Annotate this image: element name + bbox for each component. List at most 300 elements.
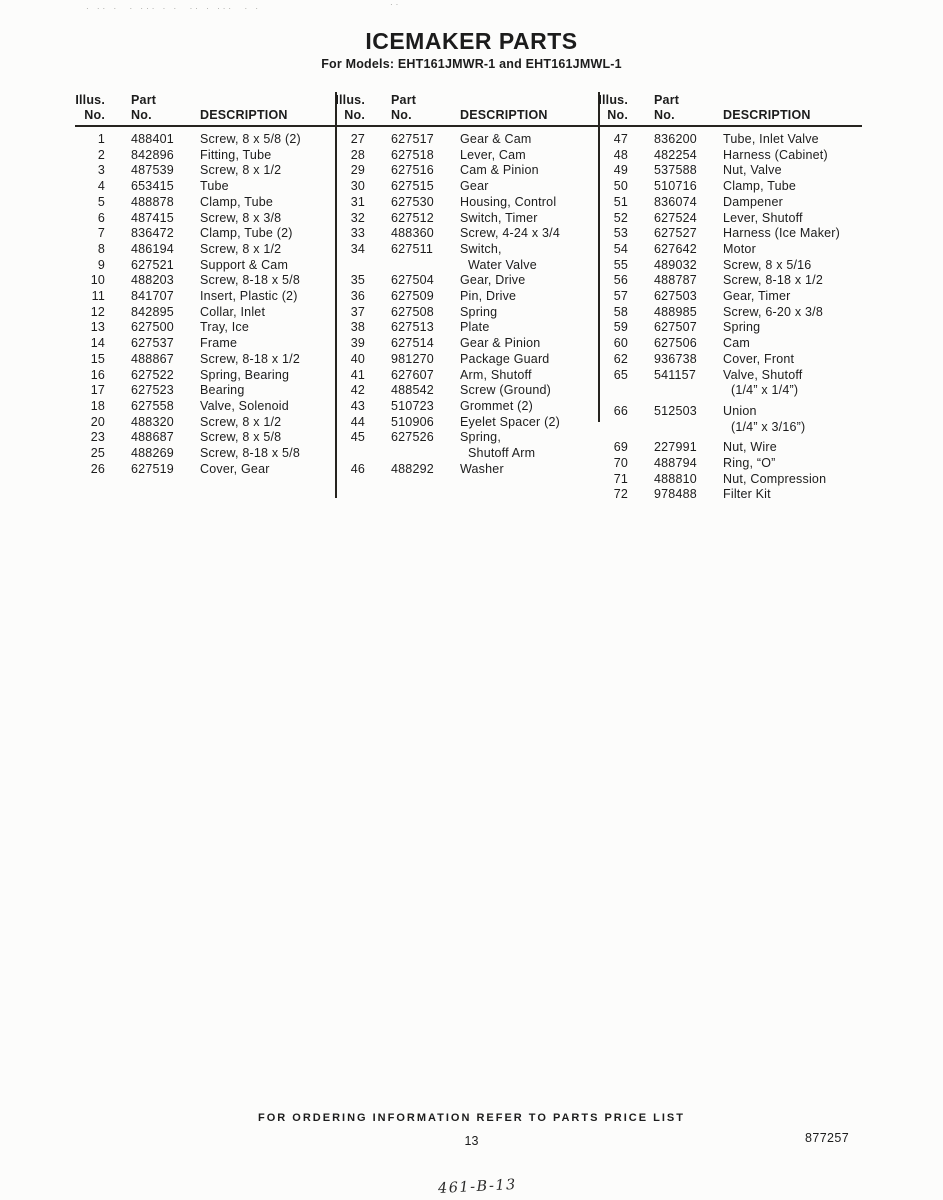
illus-no-cell: 57 — [613, 289, 628, 304]
illus-no-cell — [335, 258, 365, 274]
table-row — [598, 163, 862, 179]
description-cell: Spring — [460, 304, 498, 319]
illus-no-cell: 59 — [613, 320, 628, 335]
table-row — [75, 258, 335, 274]
description-cell: Dampener — [723, 194, 783, 209]
description-cell: Gear — [460, 179, 489, 194]
illus-no-cell: 7 — [97, 226, 105, 241]
table-row — [598, 368, 862, 384]
document-number: 877257 — [805, 1131, 850, 1145]
illus-no-cell: 55 — [613, 257, 628, 272]
illus-no-cell: 25 — [90, 446, 105, 461]
illus-no-cell: 62 — [613, 351, 628, 366]
table-rows — [335, 127, 598, 477]
illus-no-cell: 32 — [350, 210, 365, 225]
illus-no-cell: 16 — [90, 367, 105, 382]
description-cell: Arm, Shutoff — [460, 367, 532, 382]
description-cell: Package Guard — [460, 351, 550, 366]
description-cell: Switch, — [460, 241, 502, 256]
table-row — [75, 211, 335, 227]
table-row — [75, 148, 335, 164]
part-no-cell: 627512 — [391, 210, 434, 225]
illus-no-cell: 31 — [350, 194, 365, 209]
illus-no-cell: 44 — [350, 414, 365, 429]
description-cell: Filter Kit — [723, 487, 771, 502]
part-no-cell: 537588 — [654, 163, 697, 178]
part-no-cell — [365, 446, 460, 462]
table-row — [598, 440, 862, 456]
illus-no-cell: 70 — [613, 456, 628, 471]
table-row — [335, 462, 598, 478]
description-cell: Switch, Timer — [460, 210, 538, 225]
table-row — [598, 242, 862, 258]
part-no-cell — [628, 383, 723, 399]
description-cell: Water Valve — [468, 257, 537, 272]
illus-no-cell: 18 — [90, 398, 105, 413]
illus-no-cell: 38 — [350, 320, 365, 335]
part-no-cell: 841707 — [131, 289, 174, 304]
table-row — [598, 148, 862, 164]
part-no-cell: 510716 — [654, 179, 697, 194]
description-cell: Gear, Drive — [460, 273, 526, 288]
table-row — [598, 404, 862, 420]
table-row — [598, 352, 862, 368]
part-no-cell: 627515 — [391, 179, 434, 194]
table-row — [335, 148, 598, 164]
description-cell: Fitting, Tube — [200, 147, 272, 162]
description-cell: Screw (Ground) — [460, 383, 552, 398]
part-no-cell: 489032 — [654, 257, 697, 272]
part-no-cell: 510723 — [391, 398, 434, 413]
illus-no-cell: 42 — [350, 383, 365, 398]
part-no-cell — [365, 258, 460, 274]
part-no-cell: 627508 — [391, 304, 434, 319]
illus-no-cell: 41 — [350, 367, 365, 382]
illus-no-cell: 2 — [97, 147, 105, 162]
part-no-cell: 488292 — [391, 461, 434, 476]
table-row — [335, 320, 598, 336]
table-row — [75, 305, 335, 321]
table-row — [75, 368, 335, 384]
description-cell: Screw, 8 x 1/2 — [200, 414, 282, 429]
illus-no-cell: 54 — [613, 241, 628, 256]
illus-no-cell: 50 — [613, 179, 628, 194]
illus-no-cell: 15 — [90, 351, 105, 366]
part-no-cell: 488985 — [654, 304, 697, 319]
description-cell: Housing, Control — [460, 194, 557, 209]
table-row — [598, 305, 862, 321]
description-cell: Clamp, Tube — [200, 194, 274, 209]
illus-no-cell: 71 — [613, 471, 628, 486]
scan-artifact: · ·· · · ··· · · ·· · ··· · · — [86, 4, 262, 13]
description-cell: Harness (Cabinet) — [723, 147, 828, 162]
illus-no-cell: 69 — [613, 440, 628, 455]
table-row — [598, 226, 862, 242]
illus-no-cell: 46 — [350, 461, 365, 476]
table-row-continuation — [598, 420, 862, 436]
illus-no-cell: 35 — [350, 273, 365, 288]
description-cell: Gear & Pinion — [460, 336, 541, 351]
description-cell: Union — [723, 403, 757, 418]
description-cell: Screw, 8 x 1/2 — [200, 163, 282, 178]
part-no-cell: 627522 — [131, 367, 174, 382]
table-row — [335, 336, 598, 352]
part-no-cell: 488878 — [131, 194, 174, 209]
part-no-cell: 488320 — [131, 414, 174, 429]
illus-no-header-label: No. — [84, 108, 105, 122]
illus-no-cell: 33 — [350, 226, 365, 241]
part-no-cell: 627607 — [391, 367, 434, 382]
illus-no-header-label: No. — [344, 108, 365, 122]
description-cell: Screw, 8 x 1/2 — [200, 241, 282, 256]
illus-no-cell: 13 — [90, 320, 105, 335]
table-rows — [598, 127, 862, 503]
part-no-cell: 836074 — [654, 194, 697, 209]
part-no-cell: 627507 — [654, 320, 697, 335]
part-no-cell: 627519 — [131, 461, 174, 476]
part-no-cell: 627526 — [391, 430, 434, 445]
description-cell: Gear & Cam — [460, 132, 532, 146]
part-header-label: Part — [131, 93, 157, 107]
illus-no-cell: 49 — [613, 163, 628, 178]
table-row — [598, 472, 862, 488]
illus-no-cell: 36 — [350, 289, 365, 304]
part-no-cell: 627506 — [654, 336, 697, 351]
table-row — [75, 132, 335, 148]
table-row — [598, 456, 862, 472]
part-no-cell: 488401 — [131, 132, 174, 146]
description-cell: Shutoff Arm — [468, 446, 536, 461]
illus-no-cell: 45 — [350, 430, 365, 445]
illus-no-cell: 11 — [91, 289, 105, 304]
part-no-cell: 836200 — [654, 132, 697, 146]
description-cell: Screw, 8 x 5/8 (2) — [200, 132, 301, 146]
illus-no-cell: 3 — [97, 163, 105, 178]
part-no-cell: 836472 — [131, 226, 174, 241]
illus-no-cell: 56 — [613, 273, 628, 288]
part-no-cell: 627509 — [391, 289, 434, 304]
table-row — [335, 415, 598, 431]
illus-no-cell: 39 — [350, 336, 365, 351]
column-header — [335, 92, 598, 127]
part-no-cell: 627513 — [391, 320, 434, 335]
description-cell: Washer — [460, 461, 504, 476]
part-no-cell: 842896 — [131, 147, 174, 162]
part-no-cell: 488687 — [131, 430, 174, 445]
table-row — [75, 242, 335, 258]
part-no-cell: 936738 — [654, 351, 697, 366]
column-header — [75, 92, 335, 127]
illus-no-cell: 72 — [613, 487, 628, 502]
part-no-cell: 842895 — [131, 304, 174, 319]
table-row — [335, 273, 598, 289]
illus-no-cell: 30 — [350, 179, 365, 194]
part-no-header-label: No. — [131, 108, 152, 122]
table-row-continuation — [335, 258, 598, 274]
table-row — [75, 179, 335, 195]
description-cell: Valve, Solenoid — [200, 398, 289, 413]
illus-no-header-label: No. — [607, 108, 628, 122]
illus-no-cell: 58 — [613, 304, 628, 319]
table-row — [75, 462, 335, 478]
table-row — [335, 179, 598, 195]
description-cell: Gear, Timer — [723, 289, 791, 304]
illus-no-cell: 28 — [350, 147, 365, 162]
description-cell: Plate — [460, 320, 490, 335]
illus-no-cell: 12 — [90, 304, 105, 319]
illus-no-cell: 43 — [350, 398, 365, 413]
table-row — [598, 179, 862, 195]
part-no-cell: 627516 — [391, 163, 434, 178]
illus-no-cell: 1 — [97, 132, 105, 146]
description-cell: Motor — [723, 241, 756, 256]
table-row — [335, 305, 598, 321]
description-cell: Insert, Plastic (2) — [200, 289, 298, 304]
description-cell: (1/4” x 1/4”) — [731, 383, 799, 398]
part-no-cell: 627503 — [654, 289, 697, 304]
illus-header-label: Illus. — [335, 93, 365, 107]
table-row — [598, 132, 862, 148]
illus-no-cell: 4 — [97, 179, 105, 194]
description-cell: Screw, 8 x 5/16 — [723, 257, 812, 272]
illus-no-cell: 5 — [97, 194, 105, 209]
description-header-label: DESCRIPTION — [460, 108, 548, 122]
part-no-cell: 627558 — [131, 398, 174, 413]
description-cell: Tray, Ice — [200, 320, 250, 335]
description-cell: Clamp, Tube (2) — [200, 226, 293, 241]
illus-no-cell — [335, 446, 365, 462]
illus-no-cell: 47 — [613, 132, 628, 146]
part-header-label: Part — [654, 93, 680, 107]
illus-no-cell: 9 — [97, 257, 105, 272]
part-no-cell: 627521 — [131, 257, 174, 272]
description-cell: Pin, Drive — [460, 289, 517, 304]
description-cell: Screw, 8 x 5/8 — [200, 430, 282, 445]
part-no-cell: 488203 — [131, 273, 174, 288]
part-no-cell: 627530 — [391, 194, 434, 209]
table-row — [335, 163, 598, 179]
table-row — [335, 195, 598, 211]
table-row — [598, 211, 862, 227]
ordering-note: FOR ORDERING INFORMATION REFER TO PARTS PRICE LIST — [258, 1112, 685, 1124]
description-cell: Nut, Valve — [723, 163, 782, 178]
description-cell: Collar, Inlet — [200, 304, 266, 319]
description-cell: Ring, “O” — [723, 456, 776, 471]
table-row — [335, 352, 598, 368]
table-row — [335, 399, 598, 415]
illus-no-cell — [598, 383, 628, 399]
illus-no-cell: 40 — [350, 351, 365, 366]
illus-no-cell: 51 — [613, 194, 628, 209]
description-cell: Support & Cam — [200, 257, 289, 272]
table-row — [75, 273, 335, 289]
description-cell: Cam & Pinion — [460, 163, 539, 178]
page-title: ICEMAKER PARTS — [365, 28, 578, 54]
description-header-label: DESCRIPTION — [723, 108, 811, 122]
description-cell: Screw, 6-20 x 3/8 — [723, 304, 823, 319]
illus-no-cell: 48 — [613, 147, 628, 162]
part-no-cell: 512503 — [654, 403, 697, 418]
part-no-cell: 488542 — [391, 383, 434, 398]
table-row — [75, 226, 335, 242]
description-cell: Cover, Gear — [200, 461, 270, 476]
part-no-cell: 488269 — [131, 446, 174, 461]
part-no-cell: 488794 — [654, 456, 697, 471]
part-no-cell: 482254 — [654, 147, 697, 162]
illus-no-cell — [598, 420, 628, 436]
illus-no-cell: 29 — [350, 163, 365, 178]
table-row — [335, 368, 598, 384]
description-cell: Grommet (2) — [460, 398, 534, 413]
description-cell: Cover, Front — [723, 351, 795, 366]
table-row — [335, 289, 598, 305]
description-cell: (1/4” x 3/16”) — [731, 419, 806, 434]
description-cell: Screw, 4-24 x 3/4 — [460, 226, 560, 241]
table-row — [598, 273, 862, 289]
description-cell: Spring — [723, 320, 761, 335]
part-no-header-label: No. — [654, 108, 675, 122]
part-no-cell: 488787 — [654, 273, 697, 288]
illus-no-cell: 14 — [90, 336, 105, 351]
description-cell: Screw, 8 x 3/8 — [200, 210, 282, 225]
table-row — [75, 195, 335, 211]
table-row — [335, 242, 598, 258]
illus-no-cell: 66 — [613, 403, 628, 418]
parts-column-3 — [598, 92, 862, 503]
table-row — [75, 336, 335, 352]
parts-column-2 — [335, 92, 598, 477]
part-no-cell: 627537 — [131, 336, 174, 351]
illus-no-cell: 60 — [613, 336, 628, 351]
table-row-continuation — [335, 446, 598, 462]
description-cell: Valve, Shutoff — [723, 367, 803, 382]
description-cell: Nut, Wire — [723, 440, 777, 455]
description-cell: Eyelet Spacer (2) — [460, 414, 560, 429]
part-no-cell: 627500 — [131, 320, 174, 335]
description-cell: Screw, 8-18 x 1/2 — [723, 273, 823, 288]
illus-no-cell: 27 — [350, 132, 365, 146]
description-cell: Spring, Bearing — [200, 367, 290, 382]
table-row — [75, 399, 335, 415]
part-header-label: Part — [391, 93, 417, 107]
description-cell: Screw, 8-18 x 5/8 — [200, 273, 300, 288]
table-row — [335, 211, 598, 227]
description-cell: Tube, Inlet Valve — [723, 132, 819, 146]
description-cell: Screw, 8-18 x 1/2 — [200, 351, 300, 366]
part-no-cell: 487539 — [131, 163, 174, 178]
part-no-cell: 627504 — [391, 273, 434, 288]
illus-no-cell: 37 — [350, 304, 365, 319]
part-no-cell: 227991 — [654, 440, 697, 455]
illus-no-cell: 65 — [613, 367, 628, 382]
illus-no-cell: 8 — [97, 241, 105, 256]
parts-tables — [75, 92, 862, 503]
table-row — [335, 226, 598, 242]
part-no-cell: 627518 — [391, 147, 434, 162]
illus-header-label: Illus. — [75, 93, 105, 107]
part-no-cell: 510906 — [391, 414, 434, 429]
illus-no-cell: 10 — [90, 273, 105, 288]
illus-no-cell: 53 — [613, 226, 628, 241]
handwritten-code: 461-B-13 — [437, 1176, 518, 1198]
part-no-cell: 488810 — [654, 471, 697, 486]
table-row — [598, 320, 862, 336]
part-no-cell: 627517 — [391, 132, 434, 146]
illus-no-cell: 26 — [90, 461, 105, 476]
table-row — [598, 195, 862, 211]
table-row — [598, 289, 862, 305]
table-row — [598, 258, 862, 274]
description-cell: Tube — [200, 179, 229, 194]
part-no-cell: 487415 — [131, 210, 174, 225]
illus-no-cell: 34 — [350, 241, 365, 256]
part-no-header-label: No. — [391, 108, 412, 122]
table-row — [335, 383, 598, 399]
description-cell: Screw, 8-18 x 5/8 — [200, 446, 300, 461]
table-row — [335, 430, 598, 446]
table-row — [75, 163, 335, 179]
scan-artifact: ·· — [390, 0, 402, 9]
part-no-cell: 627523 — [131, 383, 174, 398]
illus-header-label: Illus. — [598, 93, 628, 107]
table-row — [335, 132, 598, 148]
illus-no-cell: 20 — [90, 414, 105, 429]
table-row — [75, 289, 335, 305]
table-row — [75, 430, 335, 446]
part-no-cell — [628, 420, 723, 436]
description-cell: Harness (Ice Maker) — [723, 226, 841, 241]
table-row — [598, 336, 862, 352]
table-row — [75, 383, 335, 399]
table-rows — [75, 127, 335, 477]
table-row — [75, 446, 335, 462]
description-cell: Cam — [723, 336, 750, 351]
part-no-cell: 627527 — [654, 226, 697, 241]
part-no-cell: 627524 — [654, 210, 697, 225]
part-no-cell: 981270 — [391, 351, 434, 366]
table-row — [75, 320, 335, 336]
description-cell: Lever, Cam — [460, 147, 526, 162]
table-row — [75, 415, 335, 431]
description-cell: Bearing — [200, 383, 245, 398]
part-no-cell: 488867 — [131, 351, 174, 366]
table-row — [598, 487, 862, 503]
part-no-cell: 978488 — [654, 487, 697, 502]
illus-no-cell: 17 — [90, 383, 105, 398]
part-no-cell: 488360 — [391, 226, 434, 241]
column-header — [598, 92, 862, 127]
description-cell: Lever, Shutoff — [723, 210, 803, 225]
table-row — [75, 352, 335, 368]
description-header-label: DESCRIPTION — [200, 108, 288, 122]
illus-no-cell: 6 — [97, 210, 105, 225]
page-subtitle: For Models: EHT161JMWR-1 and EHT161JMWL-1 — [321, 57, 622, 71]
page-number: 13 — [464, 1134, 479, 1148]
part-no-cell: 653415 — [131, 179, 174, 194]
part-no-cell: 541157 — [654, 367, 696, 382]
illus-no-cell: 52 — [613, 210, 628, 225]
table-row-continuation — [598, 383, 862, 399]
part-no-cell: 627514 — [391, 336, 434, 351]
description-cell: Frame — [200, 336, 238, 351]
description-cell: Spring, — [460, 430, 502, 445]
parts-column-1 — [75, 92, 335, 477]
description-cell: Clamp, Tube — [723, 179, 797, 194]
part-no-cell: 627642 — [654, 241, 697, 256]
illus-no-cell: 23 — [90, 430, 105, 445]
part-no-cell: 486194 — [131, 241, 174, 256]
part-no-cell: 627511 — [391, 241, 433, 256]
